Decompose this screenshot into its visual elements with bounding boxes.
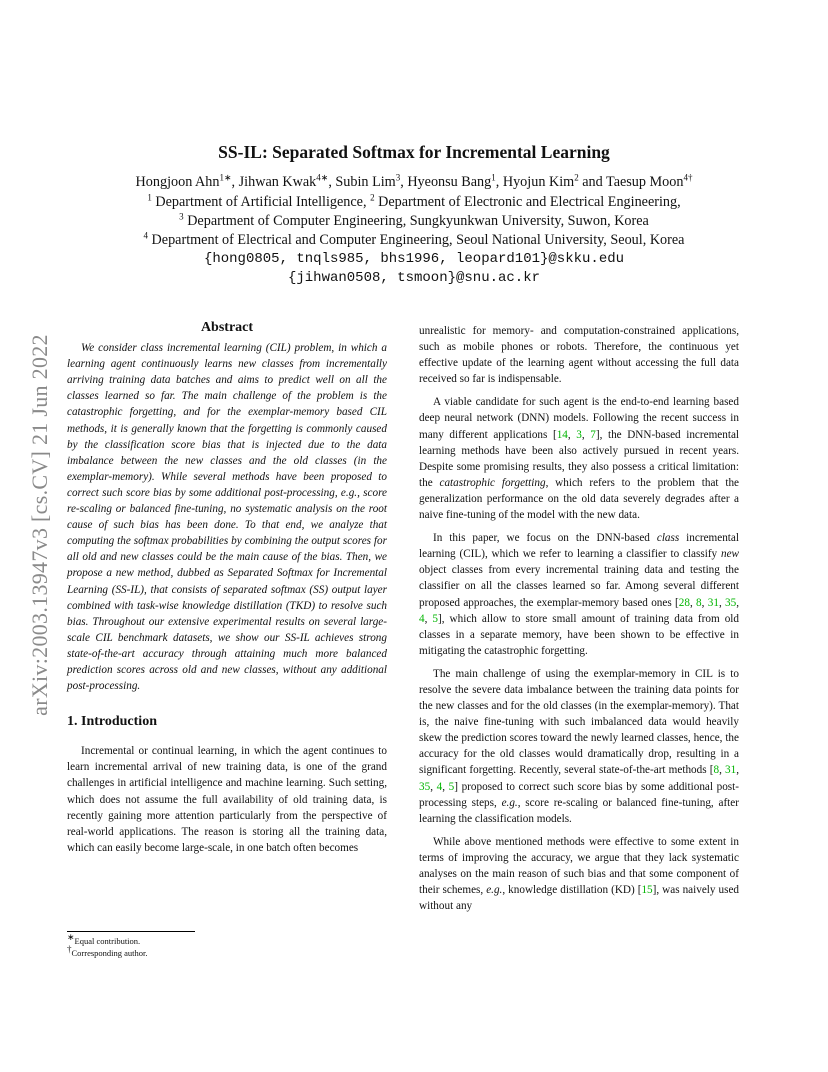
email-line: {hong0805, tnqls985, bhs1996, leopard101}@skku.edu	[203, 251, 625, 267]
text-run: , knowledge distillation (KD) [	[502, 884, 642, 897]
footnote-text: Corresponding author.	[71, 948, 148, 958]
footnote-mark: ∗	[67, 932, 75, 943]
citation-link[interactable]: 3	[576, 428, 582, 441]
citation-link[interactable]: 35	[419, 780, 431, 793]
paragraph: Incremental or continual learning, in which the agent continues to learn incremental arrival of new training data, is one of the grand challenges in artificial intelligence and machine learning. Such setting, which does not assume the full availability of old training data, is recently gaining more attention particularly from the perspective of real-world applications. The reason is storing all the training data, which can easily become large-scale, in one batch often becomes	[67, 745, 387, 854]
author-name: Subin Lim	[335, 174, 396, 190]
citation-link[interactable]: 35	[725, 596, 737, 609]
text-run: ,	[567, 428, 577, 441]
author-mark: 4†	[683, 172, 693, 183]
affiliation-line	[0, 192, 828, 212]
email-line: {jihwan0508, tsmoon}@snu.ac.kr	[287, 270, 541, 286]
citation-link[interactable]: 4	[419, 612, 425, 625]
author-mark: 1	[491, 172, 496, 183]
footnotes	[67, 931, 387, 959]
text-run: ,	[736, 764, 740, 777]
footnote-mark: †	[67, 944, 72, 955]
citation-link[interactable]: 4	[436, 780, 443, 793]
affiliation-text: Department of Electronic and Electrical Engineering,	[374, 194, 681, 210]
emphasis: e.g.	[486, 884, 503, 897]
paragraph	[419, 394, 739, 523]
citation-link[interactable]: 5	[432, 612, 439, 625]
text-run: ,	[736, 596, 740, 609]
author-name: Taesup Moon	[606, 174, 684, 190]
paragraph: unrealistic for memory- and computation-constrained applications, such as mobile phones or robots. Therefore, the continuous yet effective update of the learning agent without accessing the full data received so far is indispensable.	[419, 325, 739, 386]
affiliation-text: Department of Computer Engineering, Sungkyunkwan University, Suwon, Korea	[183, 213, 649, 229]
text-run: object classes from every incremental training data and testing the classifier on all the classes learned so far. Among several different proposed approaches, the exemplar-memory based ones [	[419, 564, 739, 609]
text-run: ], was naively used without any	[419, 884, 740, 913]
emphasis: new	[720, 548, 739, 561]
paragraph	[419, 530, 739, 659]
affiliation-line	[0, 230, 828, 250]
emphasis: catastrophic forgetting	[439, 476, 546, 489]
emphasis: e.g.	[501, 796, 518, 809]
author-sep: ,	[328, 174, 336, 190]
text-run: ], which allow to store small amount of training data from old classes in a separate memory, have been shown to be effective in mitigating the catastrophic forgetting.	[419, 612, 739, 657]
paragraph	[419, 666, 739, 827]
citation-link[interactable]: 8	[713, 764, 720, 777]
arxiv-stamp	[20, 285, 60, 765]
text-run: ] proposed to correct such score bias by some additional post-processing steps,	[419, 780, 739, 809]
abstract-heading: Abstract	[200, 320, 254, 335]
text-run: ,	[442, 780, 449, 793]
text-run: A viable candidate for such agent is the end-to-end learning based deep neural network (DNN) models. Following the recent success in many different applications [	[419, 396, 739, 441]
text-run: ,	[689, 596, 697, 609]
footnote	[67, 932, 387, 947]
text-run: ,	[718, 596, 726, 609]
right-column	[419, 323, 739, 914]
abstract-text: We consider class incremental learning (CIL) problem, in which a learning agent continuously learns new classes from incrementally arriving training data batches and aims to predict well on all the classes learned so far. The main challenge of the problem is the catastrophic forgetting, and for the exemplar-memory based CIL methods, it is generally known that the forgetting is commonly caused by the classification score bias that is injected due to the data imbalance between the new classes and the old classes (in the exemplar-memory). While several methods have been proposed to correct such score bias by some additional post-processing, e.g., score re-scaling or balanced fine-tuning, no systematic analysis on the root cause of such bias has been done. To that end, we analyze that computing the softmax probabilities by combining the output scores for all old and new classes could be the main cause of the bias. Then, we propose a new method, dubbed as Separated Softmax for Incremental Learning (SS-IL), that consists of separated softmax (SS) output layer combined with task-wise knowledge distillation (TKD) to resolve such bias. Throughout our extensive experimental results on several large-scale CIL benchmark datasets, we show our SS-IL achieves strong state-of-the-art accuracy through attaining much more balanced prediction scores across old and new classes, without any additional post-processing.	[67, 342, 387, 693]
affiliation-mark: 1	[147, 192, 152, 203]
footnote	[67, 944, 387, 959]
text-run: incremental learning (CIL), which we refer to learning a classifier to classify	[419, 532, 739, 561]
citation-link[interactable]: 8	[696, 596, 702, 609]
text-run: ,	[430, 780, 437, 793]
text-run: In this paper, we focus on the DNN-based	[433, 532, 657, 545]
text-run: The main challenge of using the exemplar-memory in CIL is to resolve the severe data imbalance between the training data points for the new classes and for the old classes (in the exemplar-memory). That is, the naive fine-tuning with such imbalanced data would heavily skew the prediction scores toward the newly learned classes, hence, the accuracy for the old classes would dramatically drop, resulting in a significant forgetting. Recently, several state-of-the-art methods [	[419, 667, 739, 777]
footnote-text: Equal contribution.	[74, 936, 141, 946]
author-sep: ,	[495, 174, 503, 190]
affiliation-text: Department of Artificial Intelligence,	[151, 194, 371, 210]
affiliation-mark: 2	[370, 192, 375, 203]
abstract	[67, 320, 387, 694]
paragraph	[419, 834, 739, 914]
author-name: Hyojun Kim	[502, 174, 575, 190]
author-name: Hyeonsu Bang	[407, 174, 492, 190]
arxiv-stamp-text: arXiv:2003.13947v3 [cs.CV] 21 Jun 2022	[27, 334, 52, 716]
text-run: , which refers to the problem that the generalization performance on the old data severely degrades after a naive fine-tuning of the model with the new data.	[419, 476, 740, 522]
text-run: While above mentioned methods were effective to some extent in terms of improving the accuracy, we argue that they lack systematic analyses on the main reason of such bias and that some component of their schemes,	[419, 835, 739, 897]
affiliation-text: Department of Electrical and Computer Engineering, Seoul National University, Seoul, Korea	[148, 232, 685, 248]
citation-link[interactable]: 28	[678, 596, 690, 609]
section-heading: 1. Introduction	[67, 714, 157, 730]
citation-link[interactable]: 7	[590, 428, 596, 441]
author-sep: ,	[400, 174, 408, 190]
text-run: ], the DNN-based incremental learning methods have been also actively pursued in recent years. Despite some promising results, they also possess a critical limitation: the	[419, 428, 740, 489]
author-mark: 4∗	[316, 172, 329, 183]
paper-title: SS-IL: Separated Softmax for Incremental Learning	[218, 142, 610, 162]
text-run: ,	[701, 596, 708, 609]
citation-link[interactable]: 14	[556, 428, 568, 441]
author-mark: 2	[574, 172, 579, 183]
author-mark: 3	[395, 172, 401, 183]
emphasis: class	[656, 532, 680, 545]
author-line	[0, 172, 828, 192]
author-sep: and	[578, 174, 607, 190]
citation-link[interactable]: 15	[641, 884, 653, 897]
citation-link[interactable]: 5	[448, 780, 455, 793]
author-sep: ,	[231, 174, 239, 190]
footnote-rule	[67, 931, 195, 932]
text-run: , score re-scaling or balanced fine-tuning, after learning the classification models.	[419, 796, 739, 825]
affiliation-line	[0, 211, 828, 231]
author-name: Jihwan Kwak	[238, 174, 317, 190]
author-mark: 1∗	[219, 172, 232, 183]
citation-link[interactable]: 31	[707, 596, 719, 609]
left-column	[67, 320, 387, 856]
affiliation-mark: 3	[179, 211, 184, 222]
text-run: ,	[719, 764, 726, 777]
text-run: ,	[581, 428, 591, 441]
author-name: Hongjoon Ahn	[135, 174, 220, 190]
citation-link[interactable]: 31	[725, 764, 737, 777]
text-run: ,	[424, 612, 433, 625]
affiliation-mark: 4	[143, 230, 148, 241]
